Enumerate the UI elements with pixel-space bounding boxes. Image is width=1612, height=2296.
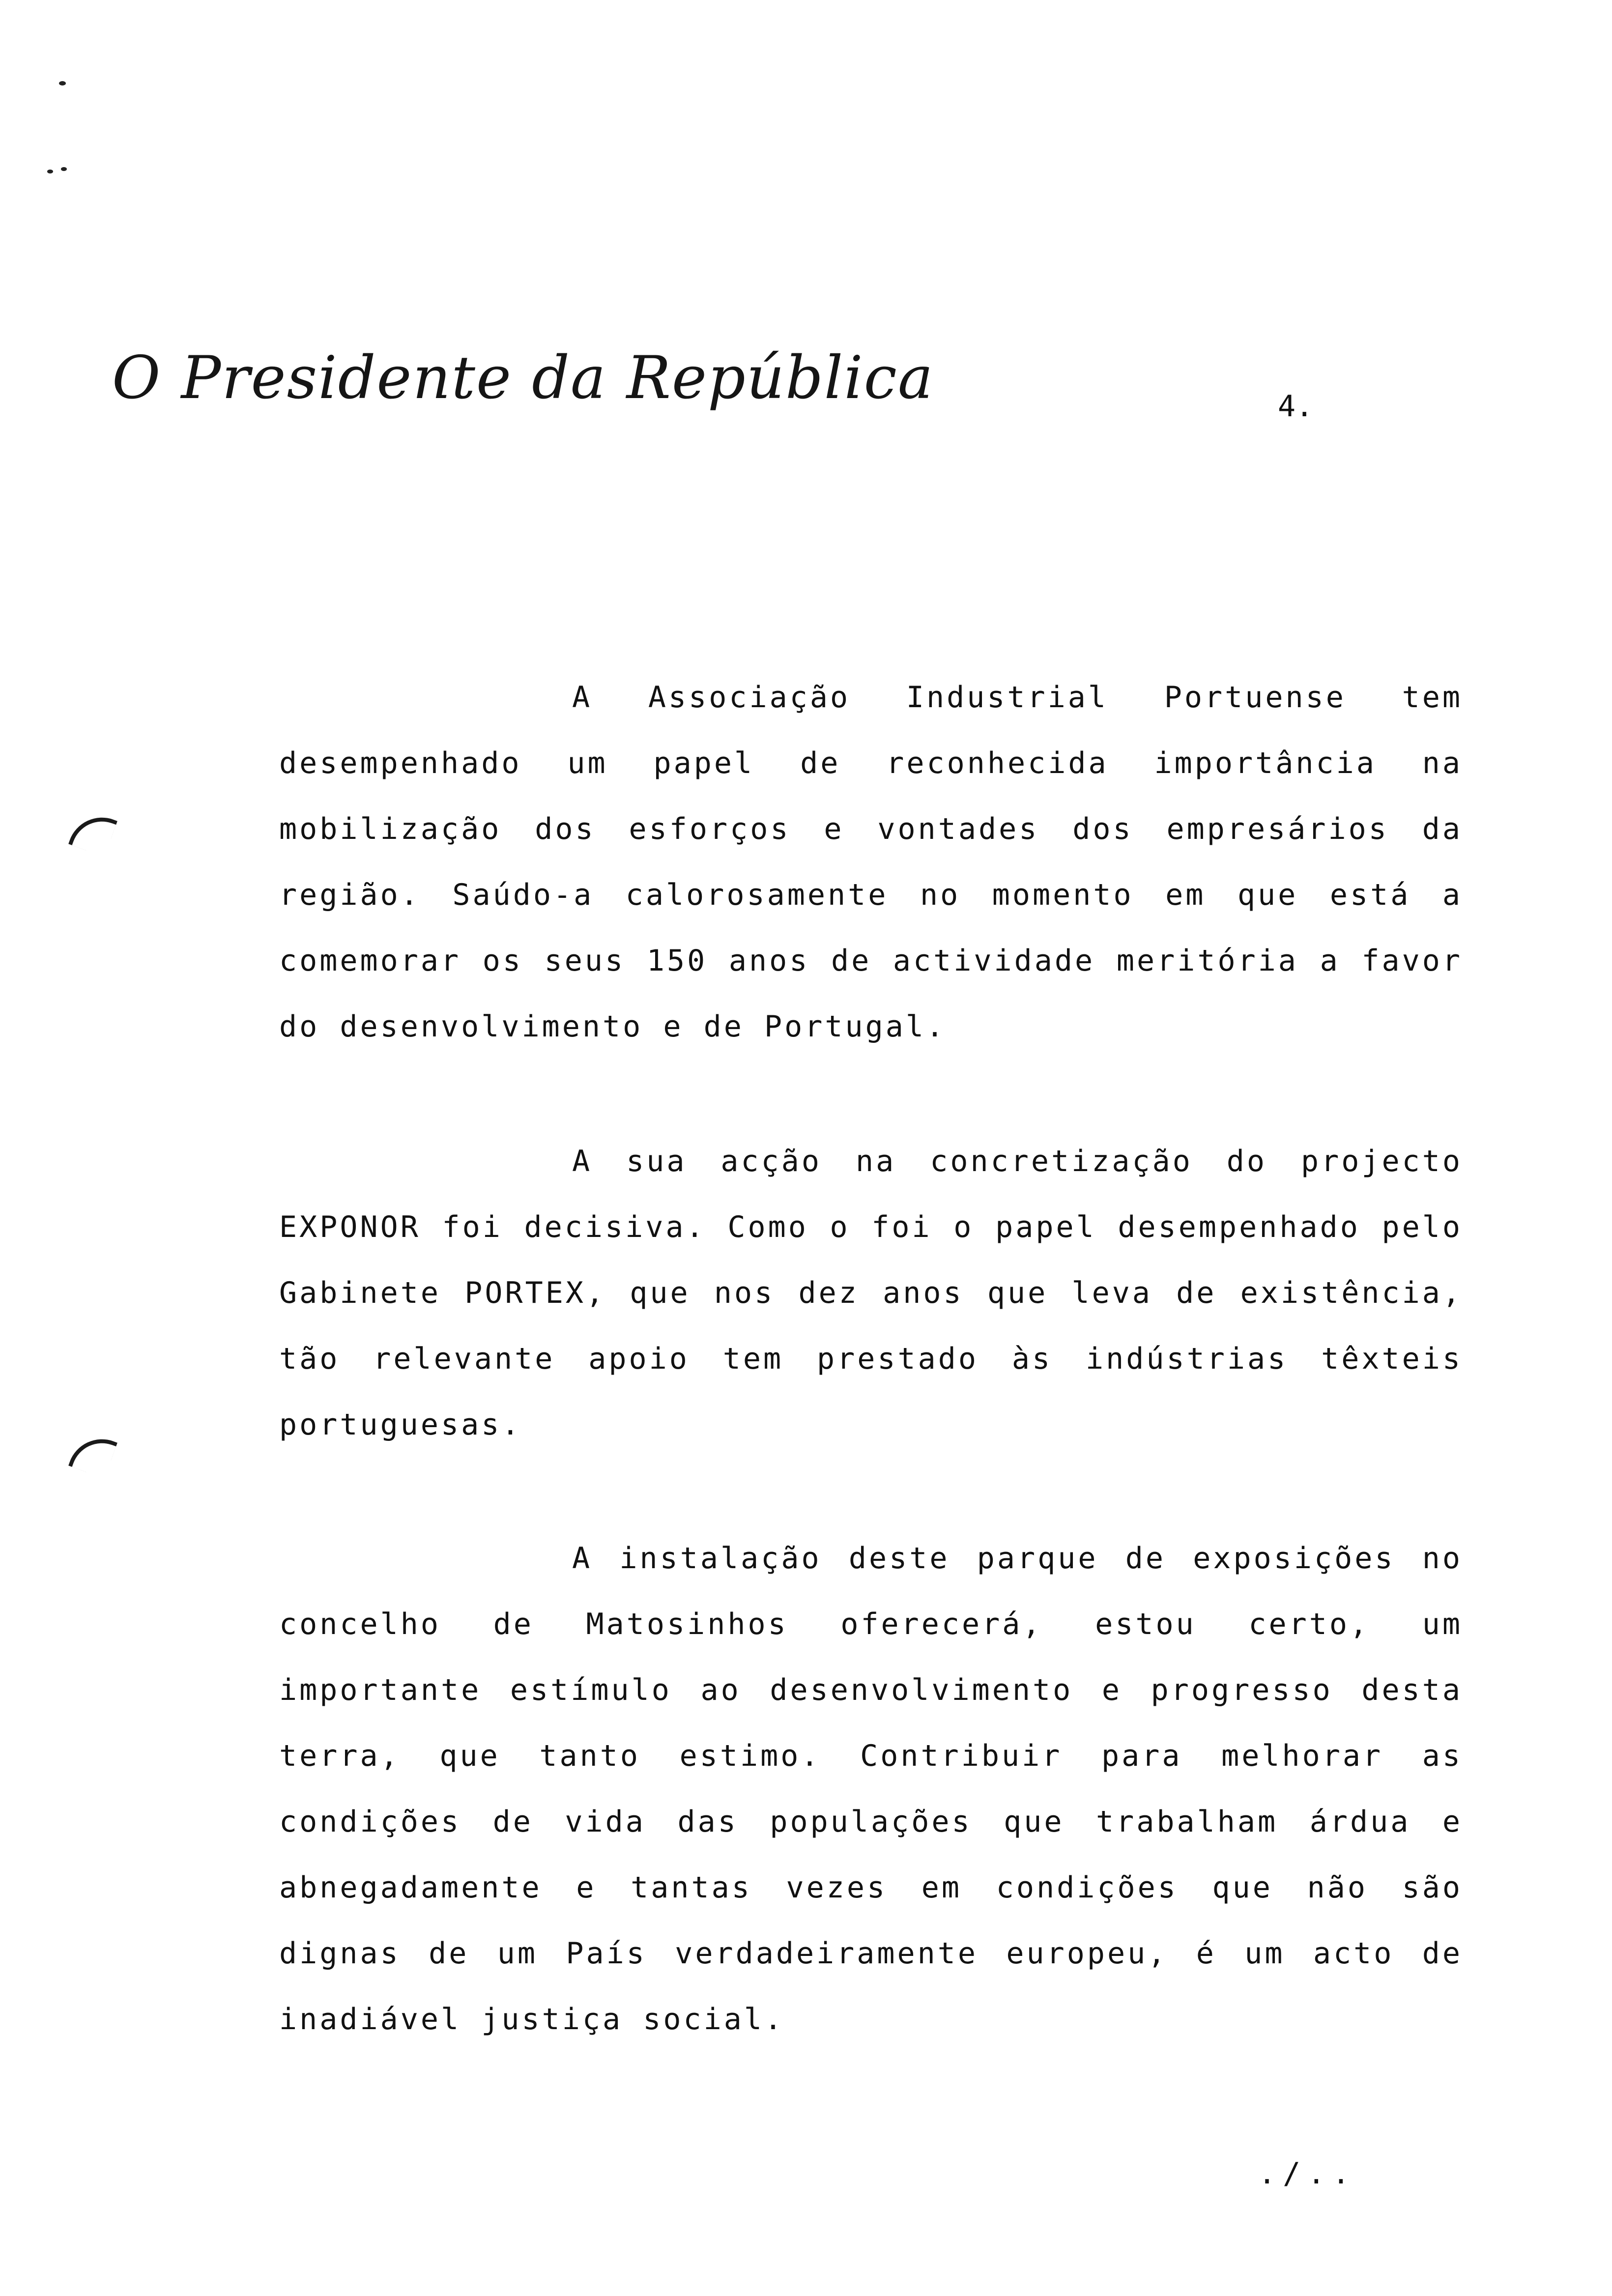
paragraph-exponor: A sua acção na concretização do projecto EXPONOR foi decisiva. Como o foi o papel desempenhado pelo Gabinete PORTEX, que nos dez anos que leva de existência, tão relevante apoio tem prestado às indústrias têxteis portuguesas. — [279, 1144, 1463, 1442]
punch-hole-mark — [68, 1430, 117, 1479]
page-number: 4. — [1278, 389, 1314, 424]
paragraph-matosinhos: A instalação deste parque de exposições no concelho de Matosinhos oferecerá, estou certo, um importante estímulo ao desenvolvimento e progresso desta terra, que tanto estimo. Contribuir para melhorar as condições de vida das populações que trabalham árdua e abnegadamente e tantas vezes em condições que não são dignas de um País verdadeiramente europeu, é um acto de inadiável justiça social. — [279, 1541, 1463, 2037]
scan-speck — [59, 81, 66, 86]
paragraph-associacao: A Associação Industrial Portuense tem desempenhado um papel de reconhecida importância na mobilização dos esforços e vontades dos empresários da região. Saúdo-a calorosamente no momento em que está a comemorar os seus 150 anos de actividade meritória a favor do desenvolvimento e de Portugal. — [279, 680, 1463, 1044]
punch-hole-mark — [68, 808, 117, 857]
continuation-mark: ./.. — [1258, 2156, 1357, 2191]
letterhead: O Presidente da República — [112, 344, 934, 412]
scan-speck — [47, 170, 53, 173]
scan-speck — [61, 167, 67, 171]
